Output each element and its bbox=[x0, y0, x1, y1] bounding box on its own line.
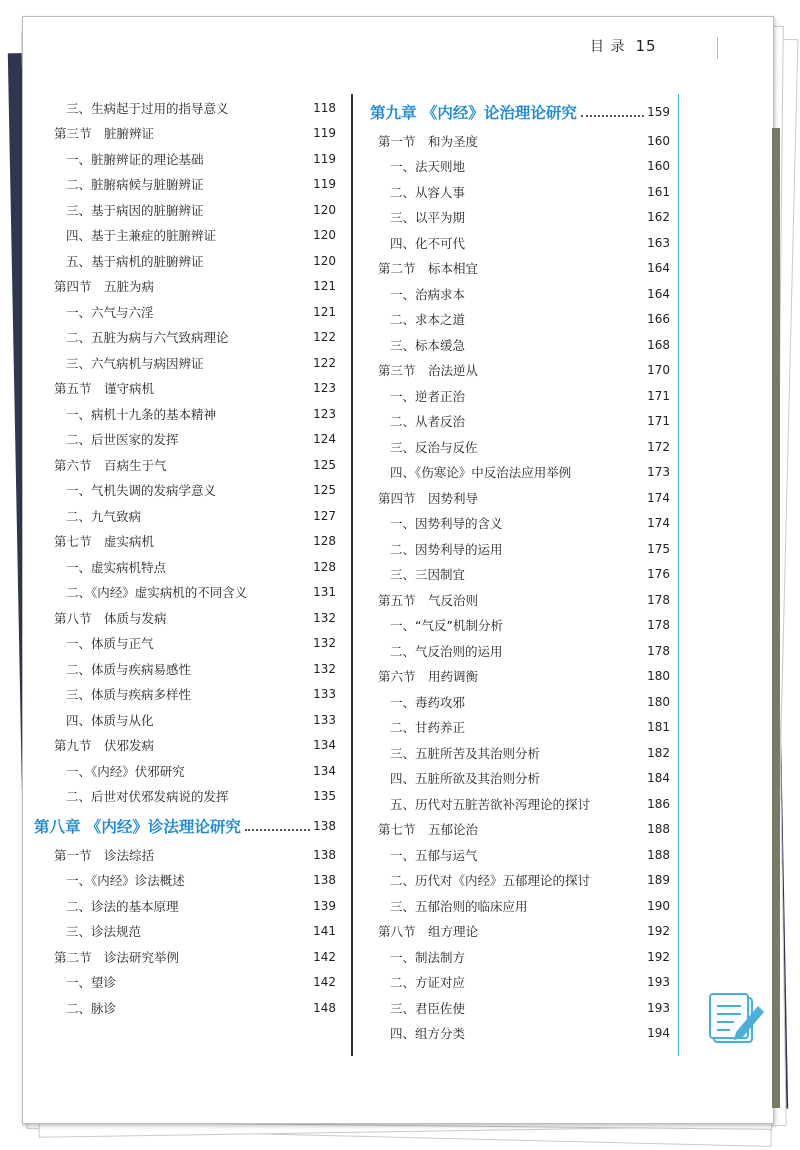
toc-entry-title: 二、历代对《内经》五郁理论的探讨 bbox=[390, 873, 591, 889]
toc-subsection-entry bbox=[370, 460, 670, 486]
toc-entry-title: 一、六气与六淫 bbox=[66, 304, 154, 320]
toc-subsection-entry bbox=[46, 656, 336, 682]
toc-subsection-entry bbox=[46, 970, 336, 996]
toc-entry-title: 第三节 脏腑辨证 bbox=[54, 126, 155, 142]
toc-subsection-entry bbox=[370, 715, 670, 741]
toc-entry-title: 四、体质与从化 bbox=[66, 712, 154, 728]
toc-entry-title: 一、气机失调的发病学意义 bbox=[66, 483, 217, 499]
toc-entry-title: 三、基于病因的脏腑辨证 bbox=[66, 202, 204, 218]
toc-entry-title: 第五节 谨守病机 bbox=[54, 381, 155, 397]
toc-entry-page: 138 bbox=[313, 818, 336, 833]
toc-entry-page: 194 bbox=[647, 1026, 670, 1041]
toc-entry-title: 三、六气病机与病因辨证 bbox=[66, 355, 204, 371]
toc-entry-title: 二、五脏为病与六气致病理论 bbox=[66, 330, 229, 346]
toc-entry-title: 一、体质与正气 bbox=[66, 636, 154, 652]
toc-entry-page: 176 bbox=[647, 567, 670, 582]
toc-entry-page: 127 bbox=[313, 508, 336, 523]
toc-entry-title: 第四节 五脏为病 bbox=[54, 279, 155, 295]
toc-section-entry bbox=[46, 842, 336, 868]
toc-subsection-entry bbox=[370, 154, 670, 180]
toc-entry-title: 一、《内经》诊法概述 bbox=[66, 873, 185, 889]
toc-entry-page: 159 bbox=[647, 104, 670, 119]
toc-subsection-entry bbox=[370, 383, 670, 409]
toc-entry-page: 193 bbox=[647, 1000, 670, 1015]
toc-subsection-entry bbox=[370, 409, 670, 435]
toc-entry-page: 119 bbox=[313, 126, 336, 141]
toc-entry-page: 172 bbox=[647, 439, 670, 454]
toc-subsection-entry bbox=[46, 197, 336, 223]
toc-section-entry bbox=[370, 919, 670, 945]
toc-chapter-entry bbox=[370, 95, 670, 128]
toc-entry-title: 三、反治与反佐 bbox=[390, 439, 478, 455]
toc-entry-title: 四、化不可代 bbox=[390, 235, 466, 251]
toc-entry-page: 173 bbox=[647, 465, 670, 480]
running-head-title: 目 录 bbox=[590, 39, 626, 55]
toc-section-entry bbox=[46, 529, 336, 555]
toc-entry-title: 五、历代对五脏苦欲补泻理论的探讨 bbox=[390, 796, 591, 812]
toc-entry-page: 184 bbox=[647, 771, 670, 786]
toc-entry-title: 第八节 组方理论 bbox=[378, 924, 479, 940]
right-margin-rule bbox=[678, 94, 679, 1056]
toc-entry-title: 四、《伤寒论》中反治法应用举例 bbox=[390, 465, 572, 481]
toc-entry-title: 第八章 《内经》诊法理论研究 bbox=[34, 817, 241, 836]
toc-subsection-entry bbox=[46, 478, 336, 504]
toc-subsection-entry bbox=[370, 536, 670, 562]
toc-entry-page: 174 bbox=[647, 490, 670, 505]
toc-subsection-entry bbox=[370, 179, 670, 205]
toc-entry-page: 161 bbox=[647, 184, 670, 199]
toc-subsection-entry bbox=[46, 299, 336, 325]
toc-subsection-entry bbox=[370, 613, 670, 639]
toc-subsection-entry bbox=[46, 919, 336, 945]
toc-entry-page: 132 bbox=[313, 636, 336, 651]
toc-subsection-entry bbox=[370, 842, 670, 868]
toc-subsection-entry bbox=[46, 682, 336, 708]
toc-subsection-entry bbox=[370, 1021, 670, 1047]
toc-column-right bbox=[370, 95, 670, 1046]
toc-entry-page: 122 bbox=[313, 355, 336, 370]
toc-entry-title: 一、制法制方 bbox=[390, 949, 466, 965]
toc-entry-title: 第六节 用药调衡 bbox=[378, 669, 479, 685]
toc-section-entry bbox=[370, 358, 670, 384]
toc-column-left bbox=[34, 95, 336, 1021]
toc-entry-title: 二、后世对伏邪发病说的发挥 bbox=[66, 789, 229, 805]
toc-subsection-entry bbox=[370, 638, 670, 664]
toc-entry-title: 四、基于主兼症的脏腑辨证 bbox=[66, 228, 217, 244]
toc-entry-page: 188 bbox=[647, 847, 670, 862]
toc-entry-page: 128 bbox=[313, 559, 336, 574]
toc-subsection-entry bbox=[46, 146, 336, 172]
toc-subsection-entry bbox=[46, 707, 336, 733]
page-edge-strip bbox=[772, 128, 780, 1108]
notebook-pencil-icon bbox=[708, 988, 766, 1046]
toc-entry-page: 180 bbox=[647, 669, 670, 684]
toc-entry-page: 142 bbox=[313, 949, 336, 964]
toc-section-entry bbox=[46, 376, 336, 402]
toc-subsection-entry bbox=[370, 562, 670, 588]
toc-entry-page: 138 bbox=[313, 873, 336, 888]
toc-entry-title: 一、五郁与运气 bbox=[390, 847, 478, 863]
toc-entry-page: 132 bbox=[313, 610, 336, 625]
toc-section-entry bbox=[370, 587, 670, 613]
toc-entry-page: 178 bbox=[647, 618, 670, 633]
toc-subsection-entry bbox=[46, 893, 336, 919]
toc-entry-title: 四、组方分类 bbox=[390, 1026, 466, 1042]
toc-subsection-entry bbox=[370, 689, 670, 715]
toc-subsection-entry bbox=[370, 281, 670, 307]
toc-subsection-entry bbox=[370, 205, 670, 231]
toc-entry-page: 118 bbox=[313, 100, 336, 115]
toc-entry-page: 193 bbox=[647, 975, 670, 990]
toc-entry-page: 124 bbox=[313, 432, 336, 447]
toc-entry-title: 三、三因制宜 bbox=[390, 567, 466, 583]
toc-entry-page: 178 bbox=[647, 592, 670, 607]
toc-entry-page: 188 bbox=[647, 822, 670, 837]
toc-entry-title: 一、逆者正治 bbox=[390, 388, 466, 404]
toc-entry-title: 一、“气反”机制分析 bbox=[390, 618, 503, 634]
toc-entry-page: 119 bbox=[313, 151, 336, 166]
toc-entry-title: 二、《内经》虚实病机的不同含义 bbox=[66, 585, 248, 601]
toc-subsection-entry bbox=[46, 758, 336, 784]
toc-entry-title: 一、脏腑辨证的理论基础 bbox=[66, 151, 204, 167]
toc-section-entry bbox=[46, 944, 336, 970]
toc-entry-title: 二、因势利导的运用 bbox=[390, 541, 503, 557]
toc-entry-title: 三、标本缓急 bbox=[390, 337, 466, 353]
toc-entry-title: 一、望诊 bbox=[66, 975, 117, 991]
toc-entry-title: 五、基于病机的脏腑辨证 bbox=[66, 253, 204, 269]
toc-entry-title: 第四节 因势利导 bbox=[378, 490, 479, 506]
toc-subsection-entry bbox=[370, 230, 670, 256]
toc-subsection-entry bbox=[370, 868, 670, 894]
toc-entry-title: 第二节 诊法研究举例 bbox=[54, 949, 180, 965]
dot-leader bbox=[245, 821, 310, 831]
toc-entry-page: 128 bbox=[313, 534, 336, 549]
toc-entry-page: 178 bbox=[647, 643, 670, 658]
toc-entry-title: 第八节 体质与发病 bbox=[54, 610, 167, 626]
toc-entry-title: 二、脏腑病候与脏腑辨证 bbox=[66, 177, 204, 193]
toc-entry-page: 164 bbox=[647, 261, 670, 276]
toc-entry-title: 二、脉诊 bbox=[66, 1000, 117, 1016]
toc-subsection-entry bbox=[46, 784, 336, 810]
toc-section-entry bbox=[46, 274, 336, 300]
toc-entry-page: 186 bbox=[647, 796, 670, 811]
toc-entry-page: 192 bbox=[647, 949, 670, 964]
toc-entry-page: 164 bbox=[647, 286, 670, 301]
toc-entry-page: 121 bbox=[313, 304, 336, 319]
toc-entry-page: 125 bbox=[313, 457, 336, 472]
toc-entry-title: 三、五脏所苦及其治则分析 bbox=[390, 745, 541, 761]
toc-subsection-entry bbox=[46, 995, 336, 1021]
running-head bbox=[590, 36, 657, 56]
toc-entry-page: 132 bbox=[313, 661, 336, 676]
toc-entry-page: 122 bbox=[313, 330, 336, 345]
toc-entry-title: 一、病机十九条的基本精神 bbox=[66, 406, 217, 422]
toc-entry-title: 三、生病起于过用的指导意义 bbox=[66, 100, 229, 116]
toc-entry-page: 120 bbox=[313, 253, 336, 268]
toc-entry-title: 第三节 治法逆从 bbox=[378, 363, 479, 379]
toc-entry-title: 一、治病求本 bbox=[390, 286, 466, 302]
dot-leader bbox=[581, 107, 644, 117]
toc-subsection-entry bbox=[370, 332, 670, 358]
column-divider bbox=[351, 94, 353, 1056]
toc-entry-page: 121 bbox=[313, 279, 336, 294]
toc-entry-page: 163 bbox=[647, 235, 670, 250]
toc-entry-title: 二、从者反治 bbox=[390, 414, 466, 430]
toc-entry-page: 175 bbox=[647, 541, 670, 556]
toc-entry-title: 二、甘药养正 bbox=[390, 720, 466, 736]
toc-subsection-entry bbox=[46, 95, 336, 121]
toc-entry-title: 二、后世医家的发挥 bbox=[66, 432, 179, 448]
toc-entry-page: 135 bbox=[313, 789, 336, 804]
toc-subsection-entry bbox=[370, 995, 670, 1021]
toc-entry-page: 134 bbox=[313, 763, 336, 778]
toc-entry-title: 四、五脏所欲及其治则分析 bbox=[390, 771, 541, 787]
toc-subsection-entry bbox=[46, 503, 336, 529]
toc-entry-page: 189 bbox=[647, 873, 670, 888]
toc-entry-page: 139 bbox=[313, 898, 336, 913]
toc-entry-page: 181 bbox=[647, 720, 670, 735]
toc-entry-title: 三、君臣佐使 bbox=[390, 1000, 466, 1016]
toc-section-entry bbox=[370, 664, 670, 690]
toc-entry-title: 第七节 虚实病机 bbox=[54, 534, 155, 550]
toc-entry-page: 180 bbox=[647, 694, 670, 709]
toc-entry-title: 三、体质与疾病多样性 bbox=[66, 687, 192, 703]
toc-entry-title: 一、因势利导的含义 bbox=[390, 516, 503, 532]
toc-subsection-entry bbox=[46, 631, 336, 657]
toc-section-entry bbox=[370, 817, 670, 843]
toc-entry-title: 一、虚实病机特点 bbox=[66, 559, 167, 575]
toc-entry-page: 174 bbox=[647, 516, 670, 531]
toc-subsection-entry bbox=[370, 511, 670, 537]
toc-subsection-entry bbox=[46, 427, 336, 453]
toc-entry-title: 一、法天则地 bbox=[390, 159, 466, 175]
toc-subsection-entry bbox=[46, 172, 336, 198]
toc-entry-title: 二、方证对应 bbox=[390, 975, 466, 991]
toc-subsection-entry bbox=[46, 401, 336, 427]
toc-subsection-entry bbox=[46, 325, 336, 351]
toc-entry-title: 一、《内经》伏邪研究 bbox=[66, 763, 185, 779]
toc-entry-page: 125 bbox=[313, 483, 336, 498]
toc-subsection-entry bbox=[370, 766, 670, 792]
toc-entry-title: 三、以平为期 bbox=[390, 210, 466, 226]
toc-entry-page: 166 bbox=[647, 312, 670, 327]
toc-subsection-entry bbox=[46, 248, 336, 274]
toc-section-entry bbox=[370, 256, 670, 282]
toc-entry-page: 133 bbox=[313, 687, 336, 702]
toc-entry-page: 123 bbox=[313, 406, 336, 421]
toc-entry-page: 133 bbox=[313, 712, 336, 727]
toc-subsection-entry bbox=[46, 223, 336, 249]
toc-entry-page: 190 bbox=[647, 898, 670, 913]
toc-subsection-entry bbox=[370, 944, 670, 970]
toc-entry-title: 三、诊法规范 bbox=[66, 924, 142, 940]
toc-section-entry bbox=[46, 605, 336, 631]
toc-subsection-entry bbox=[370, 740, 670, 766]
toc-entry-title: 第九章 《内经》论治理论研究 bbox=[370, 103, 577, 122]
toc-entry-title: 第六节 百病生于气 bbox=[54, 457, 167, 473]
toc-entry-page: 123 bbox=[313, 381, 336, 396]
toc-subsection-entry bbox=[46, 868, 336, 894]
toc-entry-page: 171 bbox=[647, 414, 670, 429]
toc-section-entry bbox=[46, 121, 336, 147]
page-number: 15 bbox=[635, 37, 657, 55]
toc-entry-page: 142 bbox=[313, 975, 336, 990]
toc-section-entry bbox=[46, 733, 336, 759]
toc-entry-page: 120 bbox=[313, 228, 336, 243]
toc-subsection-entry bbox=[46, 350, 336, 376]
toc-entry-title: 一、毒药攻邪 bbox=[390, 694, 466, 710]
toc-entry-page: 148 bbox=[313, 1000, 336, 1015]
toc-entry-title: 二、体质与疾病易感性 bbox=[66, 661, 192, 677]
toc-entry-page: 182 bbox=[647, 745, 670, 760]
toc-entry-page: 160 bbox=[647, 159, 670, 174]
toc-entry-page: 170 bbox=[647, 363, 670, 378]
toc-entry-page: 168 bbox=[647, 337, 670, 352]
toc-subsection-entry bbox=[370, 434, 670, 460]
toc-entry-page: 162 bbox=[647, 210, 670, 225]
toc-entry-page: 171 bbox=[647, 388, 670, 403]
toc-entry-title: 三、五郁治则的临床应用 bbox=[390, 898, 528, 914]
toc-entry-page: 192 bbox=[647, 924, 670, 939]
toc-entry-title: 第一节 和为圣度 bbox=[378, 133, 479, 149]
toc-entry-page: 141 bbox=[313, 924, 336, 939]
toc-entry-page: 138 bbox=[313, 847, 336, 862]
toc-subsection-entry bbox=[46, 580, 336, 606]
toc-chapter-entry bbox=[34, 809, 336, 842]
toc-entry-page: 160 bbox=[647, 133, 670, 148]
toc-entry-title: 二、求本之道 bbox=[390, 312, 466, 328]
toc-entry-title: 第五节 气反治则 bbox=[378, 592, 479, 608]
toc-entry-title: 第七节 五郁论治 bbox=[378, 822, 479, 838]
toc-entry-title: 二、从容人事 bbox=[390, 184, 466, 200]
toc-subsection-entry bbox=[370, 970, 670, 996]
toc-entry-title: 二、九气致病 bbox=[66, 508, 142, 524]
toc-subsection-entry bbox=[46, 554, 336, 580]
toc-subsection-entry bbox=[370, 791, 670, 817]
header-rule bbox=[717, 37, 718, 59]
toc-section-entry bbox=[370, 128, 670, 154]
toc-entry-title: 第二节 标本相宜 bbox=[378, 261, 479, 277]
toc-entry-title: 二、诊法的基本原理 bbox=[66, 898, 179, 914]
toc-entry-page: 119 bbox=[313, 177, 336, 192]
toc-section-entry bbox=[46, 452, 336, 478]
toc-entry-title: 第九节 伏邪发病 bbox=[54, 738, 155, 754]
toc-entry-page: 131 bbox=[313, 585, 336, 600]
toc-entry-page: 134 bbox=[313, 738, 336, 753]
toc-entry-title: 第一节 诊法综括 bbox=[54, 847, 155, 863]
toc-entry-title: 二、气反治则的运用 bbox=[390, 643, 503, 659]
toc-section-entry bbox=[370, 485, 670, 511]
toc-subsection-entry bbox=[370, 307, 670, 333]
toc-subsection-entry bbox=[370, 893, 670, 919]
toc-entry-page: 120 bbox=[313, 202, 336, 217]
